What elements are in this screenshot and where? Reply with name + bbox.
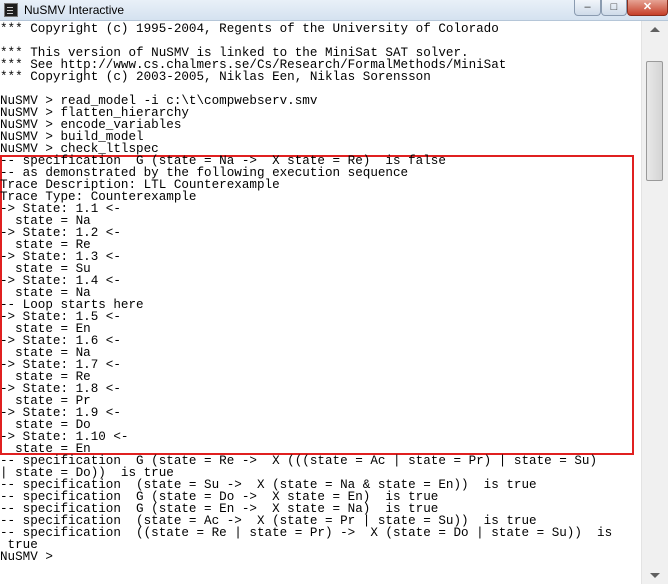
console-window-icon — [4, 3, 18, 17]
console-line: -> State: 1.8 <- — [0, 382, 121, 396]
console-line: -> State: 1.2 <- — [0, 226, 121, 240]
console-line: NuSMV > flatten_hierarchy — [0, 106, 189, 120]
scroll-down-arrow-icon[interactable] — [642, 567, 668, 584]
console-line: -> State: 1.1 <- — [0, 202, 121, 216]
console-line: state = Do — [0, 418, 91, 432]
minimize-button[interactable]: – — [574, 0, 601, 16]
console-line: | state = Do)) is true — [0, 466, 174, 480]
title-bar[interactable] — [0, 0, 668, 21]
maximize-button[interactable]: □ — [601, 0, 627, 16]
console-line: *** Copyright (c) 1995-2004, Regents of the University of Colorado — [0, 22, 499, 36]
console-line: state = Na — [0, 346, 91, 360]
console-line: -- Loop starts here — [0, 298, 144, 312]
console-line: -- specification (state = Ac -> X (state = Pr | state = Su)) is true — [0, 514, 537, 528]
console-line: state = Na — [0, 286, 91, 300]
console-line: -> State: 1.4 <- — [0, 274, 121, 288]
console-line: *** See http://www.cs.chalmers.se/Cs/Research/FormalMethods/MiniSat — [0, 58, 507, 72]
window-title: NuSMV Interactive — [24, 3, 125, 17]
console-line: -> State: 1.3 <- — [0, 250, 121, 264]
console-line: state = Re — [0, 370, 91, 384]
console-line: *** This version of NuSMV is linked to the MiniSat SAT solver. — [0, 46, 469, 60]
console-line: state = Re — [0, 238, 91, 252]
console-line: NuSMV > — [0, 550, 61, 564]
console-line: NuSMV > read_model -i c:\t\compwebserv.smv — [0, 94, 318, 108]
console-line: Trace Type: Counterexample — [0, 190, 197, 204]
console-line: state = Na — [0, 214, 91, 228]
console-line: -- specification G (state = Na -> X state = Re) is false — [0, 154, 446, 168]
console-line: true — [0, 538, 38, 552]
console-line: -- specification G (state = Re -> X (((state = Ac | state = Pr) | state = Su) — [0, 454, 598, 468]
console-line: *** Copyright (c) 2003-2005, Niklas Een, Niklas Sorensson — [0, 70, 431, 84]
console-line: state = Pr — [0, 394, 91, 408]
console-line: Trace Description: LTL Counterexample — [0, 178, 280, 192]
console-line: -> State: 1.10 <- — [0, 430, 129, 444]
console-line: -> State: 1.7 <- — [0, 358, 121, 372]
scroll-up-arrow-icon[interactable] — [642, 21, 668, 38]
console-line: -- specification G (state = En -> X state = Na) is true — [0, 502, 439, 516]
console-line: state = En — [0, 322, 91, 336]
vertical-scrollbar[interactable] — [641, 21, 668, 584]
console-line: -- as demonstrated by the following execution sequence — [0, 166, 409, 180]
console-line: -- specification ((state = Re | state = Pr) -> X (state = Do | state = Su)) is — [0, 526, 613, 540]
console-output[interactable] — [0, 21, 641, 584]
console-line: NuSMV > build_model — [0, 130, 144, 144]
console-line: state = Su — [0, 262, 91, 276]
console-line: state = En — [0, 442, 91, 456]
console-line: NuSMV > encode_variables — [0, 118, 182, 132]
console-line: -- specification (state = Su -> X (state = Na & state = En)) is true — [0, 478, 537, 492]
console-line: -> State: 1.6 <- — [0, 334, 121, 348]
console-line: -- specification G (state = Do -> X state = En) is true — [0, 490, 439, 504]
console-line: -> State: 1.9 <- — [0, 406, 121, 420]
console-line: NuSMV > check_ltlspec — [0, 142, 159, 156]
close-button[interactable]: ✕ — [627, 0, 668, 16]
scrollbar-thumb[interactable] — [646, 61, 663, 181]
console-line: -> State: 1.5 <- — [0, 310, 121, 324]
